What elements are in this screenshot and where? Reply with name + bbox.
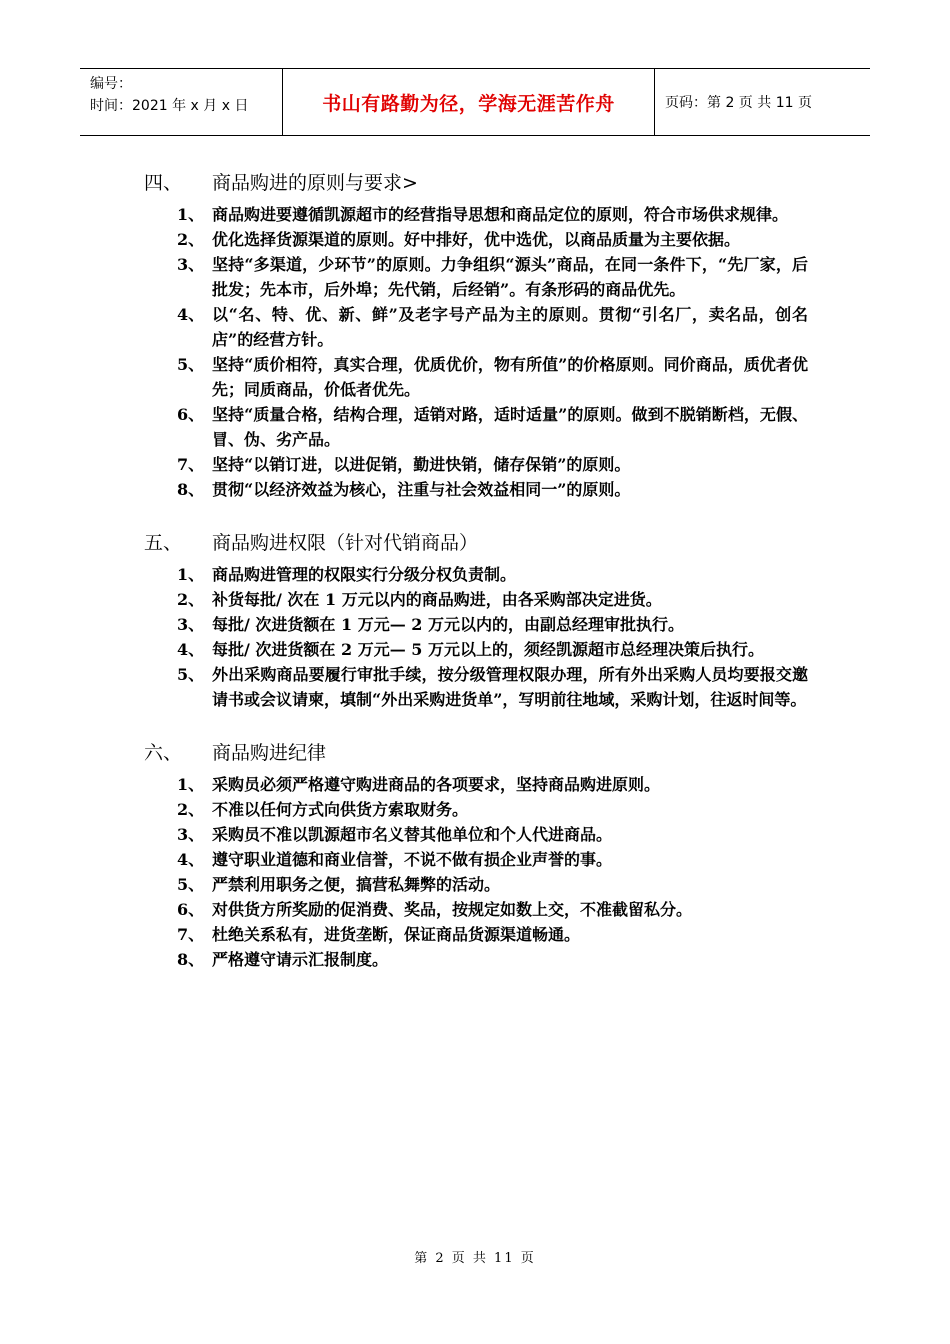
list-item-number: 4、	[177, 640, 205, 659]
list-item-number: 1、	[177, 205, 205, 224]
page-footer	[0, 1247, 950, 1266]
section-title	[144, 738, 824, 768]
list-item-number: 1、	[177, 775, 205, 794]
header-page-info-cell	[655, 69, 870, 135]
list-item-number: 7、	[177, 455, 205, 474]
list-item-text: 严格遵守请示汇报制度。	[212, 950, 389, 969]
list-item-text: 商品购进要遵循凯源超市的经营指导思想和商品定位的原则，符合市场供求规律。	[212, 205, 789, 224]
list-item-number: 6、	[177, 405, 205, 424]
list-item-text: 采购员不准以凯源超市名义替其他单位和个人代进商品。	[212, 825, 613, 844]
list-item-text: 坚持“质量合格，结构合理，适销对路，适时适量”的原则。做到不脱销断档，无假、冒、伪、劣产品。	[212, 405, 808, 449]
list-item-number: 7、	[177, 925, 205, 944]
list-item	[144, 402, 824, 452]
list-item-text: 严禁利用职务之便，搞营私舞弊的活动。	[212, 875, 501, 894]
list-item-text: 遵守职业道德和商业信誉，不说不做有损企业声誉的事。	[212, 850, 613, 869]
list-item	[144, 477, 824, 502]
list-item	[144, 587, 824, 612]
list-item	[144, 662, 824, 712]
document-number-label: 编号：	[90, 76, 132, 92]
list-item-text: 每批/ 次进货额在 2 万元— 5 万元以上的，须经凯源超市总经理决策后执行。	[212, 640, 764, 659]
list-item	[144, 947, 824, 972]
list-item-number: 3、	[177, 825, 205, 844]
section-number: 五、	[144, 532, 183, 554]
list-item-text: 不准以任何方式向供货方索取财务。	[212, 800, 469, 819]
list-item-text: 每批/ 次进货额在 1 万元— 2 万元以内的，由副总经理审批执行。	[212, 615, 684, 634]
section	[144, 168, 824, 502]
list-item-number: 5、	[177, 355, 205, 374]
section-title	[144, 528, 824, 558]
list-item	[144, 612, 824, 637]
header-page-info: 页码：第 2 页 共 11 页	[665, 95, 812, 111]
list-item-number: 6、	[177, 900, 205, 919]
list-item	[144, 822, 824, 847]
list-item-text: 优化选择货源渠道的原则。好中排好，优中选优，以商品质量为主要依据。	[212, 230, 741, 249]
list-item	[144, 772, 824, 797]
list-item	[144, 352, 824, 402]
list-item-text: 对供货方所奖励的促消费、奖品，按规定如数上交，不准截留私分。	[212, 900, 693, 919]
section-title	[144, 168, 824, 198]
list-item	[144, 252, 824, 302]
list-item	[144, 922, 824, 947]
list-item-number: 3、	[177, 615, 205, 634]
list-item-number: 4、	[177, 305, 205, 324]
list-item	[144, 847, 824, 872]
list-item-text: 贯彻“以经济效益为核心，注重与社会效益相同一”的原则。	[212, 480, 631, 499]
list-item-text: 坚持“多渠道，少环节”的原则。力争组织“源头”商品，在同一条件下，“先厂家，后批发；先本市，后外埠；先代销，后经销”。有条形码的商品优先。	[212, 255, 808, 299]
list-item-number: 8、	[177, 480, 205, 499]
section-number: 四、	[144, 172, 183, 194]
list-item-text: 采购员必须严格遵守购进商品的各项要求，坚持商品购进原则。	[212, 775, 661, 794]
list-item-number: 3、	[177, 255, 205, 274]
section-number: 六、	[144, 742, 183, 764]
list-item-text: 商品购进管理的权限实行分级分权负责制。	[212, 565, 517, 584]
list-item	[144, 562, 824, 587]
header-motto-cell	[282, 69, 655, 135]
list-item-number: 2、	[177, 230, 205, 249]
list-item	[144, 637, 824, 662]
list-item-number: 2、	[177, 590, 205, 609]
list-item-text: 外出采购商品要履行审批手续，按分级管理权限办理，所有外出采购人员均要报交邀请书或会议请柬，填制“外出采购进货单”，写明前往地域，采购计划，往返时间等。	[212, 665, 808, 709]
section	[144, 528, 824, 712]
list-item-number: 5、	[177, 875, 205, 894]
section	[144, 738, 824, 972]
list-item	[144, 302, 824, 352]
list-item-text: 坚持“质价相符，真实合理，优质优价，物有所值”的价格原则。同价商品，质优者优先；同质商品，价低者优先。	[212, 355, 808, 399]
list-item-number: 8、	[177, 950, 205, 969]
header-meta	[80, 69, 282, 135]
list-item	[144, 872, 824, 897]
page-header	[80, 68, 870, 136]
list-item	[144, 202, 824, 227]
list-item	[144, 797, 824, 822]
section-title-text: 商品购进权限（针对代销商品）	[212, 532, 479, 554]
list-item-text: 杜绝关系私有，进货垄断，保证商品货源渠道畅通。	[212, 925, 581, 944]
list-item-text: 补货每批/ 次在 1 万元以内的商品购进，由各采购部决定进货。	[212, 590, 662, 609]
list-item	[144, 452, 824, 477]
section-title-text: 商品购进的原则与要求>	[212, 172, 418, 194]
footer-page-number: 第 2 页 共 11 页	[414, 1251, 536, 1266]
list-item	[144, 897, 824, 922]
document-time-label: 时间：2021 年 x 月 x 日	[90, 98, 249, 114]
list-item-number: 2、	[177, 800, 205, 819]
list-item-number: 1、	[177, 565, 205, 584]
header-motto: 书山有路勤为径，学海无涯苦作舟	[322, 92, 615, 115]
list-item-text: 以“名、特、优、新、鲜”及老字号产品为主的原则。贯彻“引名厂，卖名品，创名店”的经营方针。	[212, 305, 808, 349]
section-title-text: 商品购进纪律	[212, 742, 327, 764]
list-item-number: 5、	[177, 665, 205, 684]
list-item	[144, 227, 824, 252]
list-item-text: 坚持“以销订进，以进促销，勤进快销，储存保销”的原则。	[212, 455, 631, 474]
document-body	[144, 168, 824, 998]
list-item-number: 4、	[177, 850, 205, 869]
